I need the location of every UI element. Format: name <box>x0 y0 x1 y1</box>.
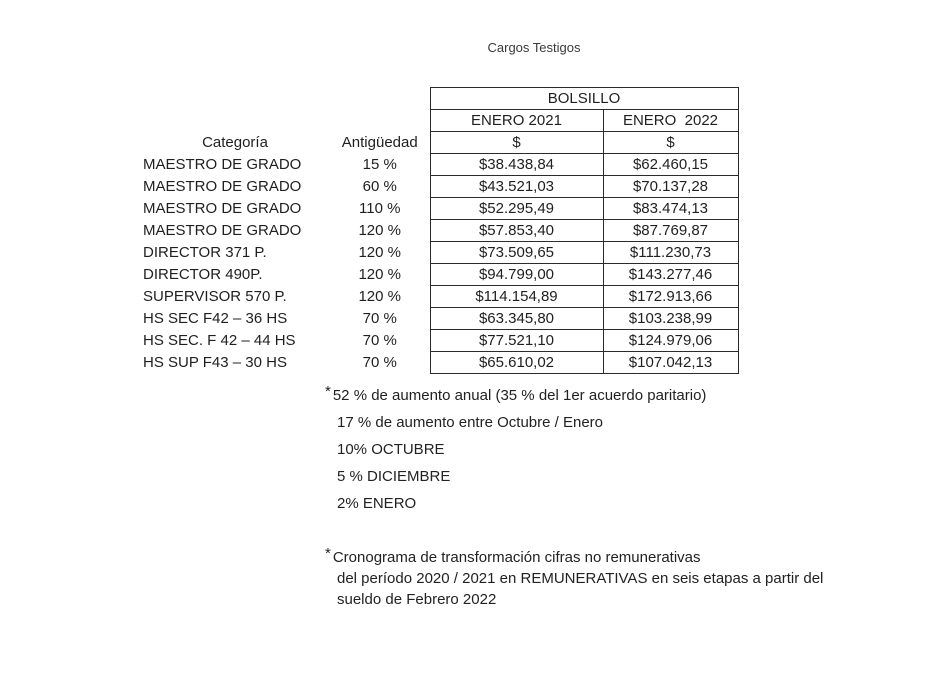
currency-symbol-2021: $ <box>430 132 603 154</box>
table-row <box>140 352 738 374</box>
cell-enero-2022: $70.137,28 <box>603 176 738 198</box>
table-row-group-header <box>140 88 738 110</box>
cell-antiguedad: 120 % <box>358 265 402 283</box>
cell-antiguedad: 110 % <box>359 199 401 217</box>
asterisk-marker: * <box>325 545 331 562</box>
note-line-text: Cronograma de transformación cifras no remunerativas <box>332 549 701 566</box>
column-header-enero-2021: ENERO 2021 <box>430 110 603 132</box>
note-line-text: 52 % de aumento anual (35 % del 1er acuerdo paritario) <box>332 387 707 404</box>
cell-antiguedad: 70 % <box>362 309 397 327</box>
group-header-bolsillo: BOLSILLO <box>430 88 738 110</box>
cell-enero-2022: $107.042,13 <box>603 352 738 374</box>
table-row-column-header <box>140 132 738 154</box>
cell-categoria: DIRECTOR 490P. <box>143 265 263 283</box>
asterisk-marker: * <box>325 383 331 400</box>
currency-symbol-2022: $ <box>603 132 738 154</box>
table-row <box>140 242 738 264</box>
cell-enero-2022: $103.238,99 <box>603 308 738 330</box>
cell-categoria: HS SEC F42 – 36 HS <box>143 309 288 327</box>
cell-enero-2022: $87.769,87 <box>603 220 738 242</box>
cell-enero-2022: $83.474,13 <box>603 198 738 220</box>
table-row-year-header <box>140 110 738 132</box>
note-line: 2% ENERO <box>337 495 417 512</box>
column-header-categoria: Categoría <box>202 133 268 151</box>
table-row <box>140 264 738 286</box>
table-row <box>140 330 738 352</box>
table-row <box>140 198 738 220</box>
cell-enero-2021: $77.521,10 <box>430 330 603 352</box>
cell-enero-2021: $114.154,89 <box>430 286 603 308</box>
cell-enero-2021: $43.521,03 <box>430 176 603 198</box>
note-line <box>325 547 823 568</box>
note-line: del período 2020 / 2021 en REMUNERATIVAS en seis etapas a partir del <box>337 570 824 587</box>
cell-categoria: MAESTRO DE GRADO <box>143 199 302 217</box>
cell-enero-2022: $111.230,73 <box>603 242 738 264</box>
cell-enero-2021: $65.610,02 <box>430 352 603 374</box>
cell-antiguedad: 60 % <box>362 177 397 195</box>
cell-antiguedad: 70 % <box>362 331 397 349</box>
note-salary-increase <box>325 383 707 522</box>
cell-enero-2021: $94.799,00 <box>430 264 603 286</box>
cell-categoria: MAESTRO DE GRADO <box>143 221 302 239</box>
note-cronograma <box>325 547 823 610</box>
table-row <box>140 154 738 176</box>
column-header-antiguedad: Antigüedad <box>341 133 418 151</box>
note-line: 5 % DICIEMBRE <box>337 468 451 485</box>
note-line: 17 % de aumento entre Octubre / Enero <box>337 414 603 431</box>
cell-antiguedad: 120 % <box>358 243 402 261</box>
cell-categoria: DIRECTOR 371 P. <box>143 243 267 261</box>
cell-categoria: MAESTRO DE GRADO <box>143 177 302 195</box>
salary-table <box>140 87 739 374</box>
cell-antiguedad: 120 % <box>358 287 402 305</box>
cell-enero-2021: $52.295,49 <box>430 198 603 220</box>
cell-categoria: HS SEC. F 42 – 44 HS <box>143 331 296 349</box>
cell-enero-2021: $63.345,80 <box>430 308 603 330</box>
empty-cell <box>140 110 430 132</box>
note-line <box>325 383 707 405</box>
cell-enero-2022: $143.277,46 <box>603 264 738 286</box>
note-line: 10% OCTUBRE <box>337 441 445 458</box>
cell-antiguedad: 70 % <box>362 353 397 371</box>
note-line: sueldo de Febrero 2022 <box>337 591 497 608</box>
empty-cell <box>140 88 430 110</box>
cell-antiguedad: 15 % <box>362 155 397 173</box>
cell-categoria: SUPERVISOR 570 P. <box>143 287 287 305</box>
cell-categoria: MAESTRO DE GRADO <box>143 155 302 173</box>
cell-enero-2021: $38.438,84 <box>430 154 603 176</box>
table-row <box>140 286 738 308</box>
cell-enero-2022: $172.913,66 <box>603 286 738 308</box>
cell-enero-2021: $57.853,40 <box>430 220 603 242</box>
table-row <box>140 220 738 242</box>
page-title: Cargos Testigos <box>487 40 581 55</box>
cell-enero-2022: $62.460,15 <box>603 154 738 176</box>
column-header-enero-2022: ENERO 2022 <box>603 110 738 132</box>
cell-categoria: HS SUP F43 – 30 HS <box>143 353 287 371</box>
cell-enero-2021: $73.509,65 <box>430 242 603 264</box>
table-row <box>140 308 738 330</box>
cell-enero-2022: $124.979,06 <box>603 330 738 352</box>
table-row <box>140 176 738 198</box>
cell-antiguedad: 120 % <box>358 221 402 239</box>
